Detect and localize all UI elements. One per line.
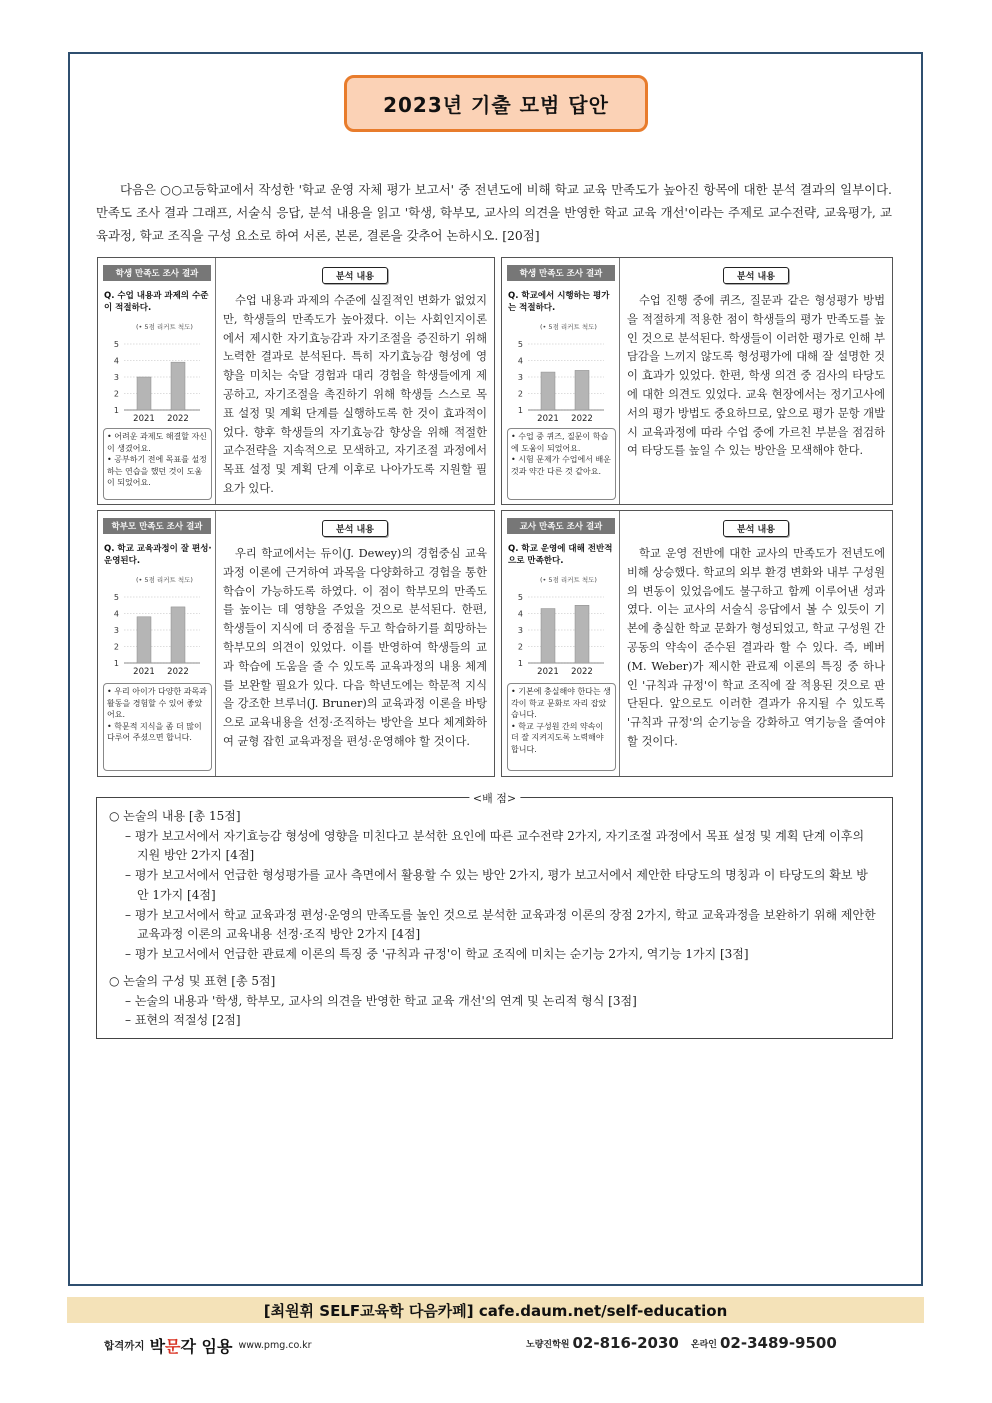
bar-2022 — [575, 605, 589, 663]
x-tick-label: 2021 — [537, 667, 559, 677]
survey-chart-column — [502, 258, 620, 504]
y-tick-label: 4 — [113, 609, 119, 619]
likert-scale-note: (• 5점 리커트 척도) — [540, 576, 597, 584]
bar-2021 — [541, 372, 555, 410]
y-tick-label: 5 — [517, 593, 523, 602]
bar-2022 — [575, 370, 589, 410]
title-box — [344, 75, 648, 132]
x-tick-label: 2022 — [571, 414, 593, 424]
student-comments — [103, 428, 212, 500]
analysis-label: 분석 내용 — [723, 267, 789, 284]
survey-header: 학생 만족도 조사 결과 — [103, 265, 211, 281]
bar-2021 — [541, 609, 555, 663]
criteria-item: – 평가 보고서에서 자기효능감 형성에 영향을 미친다고 분석한 요인에 따른 교수전략 2가지, 자기조절 과정에서 목표 설정 및 계획 단계 이후의 지원 방안 2가지 [4점] — [125, 828, 865, 863]
y-tick-label: 5 — [517, 340, 523, 349]
y-tick-label: 3 — [113, 626, 119, 635]
survey-chart-column — [98, 511, 216, 776]
online-phone: 02-3489-9500 — [719, 1334, 837, 1352]
comment: • 기본에 충실해야 한다는 생각이 학교 문화로 자리 잡았습니다. — [511, 687, 611, 719]
logo-char: 박 — [149, 1337, 166, 1356]
parent-comments — [103, 683, 212, 771]
survey-header: 학부모 만족도 조사 결과 — [103, 518, 211, 534]
y-tick-label: 5 — [113, 593, 119, 602]
bar-2022 — [171, 607, 185, 663]
form-criteria-title: ○ 논술의 구성 및 표현 [총 5점] — [109, 974, 276, 988]
y-tick-label: 2 — [113, 642, 119, 652]
analysis-text: 우리 학교에서는 듀이(J. Dewey)의 경험중심 교육과정 이론에 근거하여 과목을 다양화하고 경험을 통한 학습이 가능하도록 하였다. 이 점이 학부모의 만족도를 높이는 데 영향을 주었을 것으로 분석된다. 한편, 학생들이 지식에 더 중점을 두고 학습하기를 희망하는 학부모의 의견이 있었다. 이를 반영하여 학생들의 교과 학습에 도움을 줄 수 있도록 교육과정의 내용 체계를 보완할 필요가 있다. 다음 학년도에는 학문적 지식을 강조한 브루너(J. Bruner)의 교육과정 이론을 바탕으로 교육내용을 선정·조직하는 방안을 보다 체계화하여 균형 잡힌 교육과정을 편성·운영해야 할 것이다. — [223, 547, 487, 748]
form-criteria — [109, 972, 878, 1031]
contact-info — [526, 1334, 849, 1352]
analysis-column — [216, 258, 494, 504]
logo-char-accent: 문 — [165, 1337, 181, 1356]
content-criteria — [109, 807, 878, 965]
x-tick-label: 2022 — [571, 667, 593, 677]
y-tick-label: 4 — [113, 356, 119, 366]
bar-2021 — [137, 617, 151, 663]
criteria-item: – 평가 보고서에서 학교 교육과정 편성·운영의 만족도를 높인 것으로 분석한 교육과정 이론의 장점 2가지, 학교 교육과정을 보완하기 위해 제안한 교육과정 이론의 교육내용 선정·조직 방안 2가지 [4점] — [125, 907, 876, 942]
criteria-item: – 논술의 내용과 '학생, 학부모, 교사의 의견을 반영한 학교 교육 개선'의 연계 및 논리적 형식 [3점] — [125, 993, 637, 1008]
cafe-link[interactable]: [최원휘 SELF교육학 다음카페] cafe.daum.net/self-education — [263, 1301, 728, 1320]
online-label: 온라인 — [690, 1339, 717, 1350]
survey-panel-student-content — [97, 257, 495, 505]
survey-question: Q. 학교에서 시행하는 평가는 적절하다. — [508, 291, 610, 313]
publisher-url[interactable]: www.pmg.co.kr — [238, 1340, 312, 1351]
page-title: 2023년 기출 모범 답안 — [383, 93, 609, 117]
x-tick-label: 2021 — [133, 414, 155, 424]
bar-2021 — [137, 377, 151, 410]
criteria-item: – 평가 보고서에서 언급한 관료제 이론의 특징 중 '규칙과 규정'이 학교 조직에 미치는 순기능 2가지, 역기능 1가지 [3점] — [125, 946, 749, 961]
noryangjin-phone: 02-816-2030 — [572, 1334, 679, 1352]
bar-chart — [108, 591, 208, 677]
analysis-column — [216, 511, 494, 776]
analysis-label: 분석 내용 — [723, 520, 789, 537]
y-tick-label: 2 — [517, 389, 523, 399]
x-tick-label: 2021 — [537, 414, 559, 424]
comment: • 어려운 과제도 해결할 자신이 생겼어요. — [107, 432, 207, 453]
y-tick-label: 2 — [517, 642, 523, 652]
survey-question: Q. 학교 교육과정이 잘 편성·운영된다. — [104, 544, 212, 566]
likert-scale-note: (• 5점 리커트 척도) — [136, 323, 193, 331]
likert-scale-note: (• 5점 리커트 척도) — [540, 323, 597, 331]
survey-chart-column — [502, 511, 620, 776]
y-tick-label: 3 — [517, 626, 523, 635]
publisher-brand — [104, 1334, 312, 1357]
comment: • 시험 문제가 수업에서 배운 것과 약간 다른 것 같아요. — [511, 455, 611, 476]
publisher-logo — [150, 1334, 233, 1357]
content-criteria-title: ○ 논술의 내용 [총 15점] — [109, 809, 241, 823]
noryangjin-label: 노량진학원 — [526, 1339, 570, 1350]
scoring-legend: <배 점> — [469, 790, 520, 806]
analysis-text: 수업 내용과 과제의 수준에 실질적인 변화가 없었지만, 학생들의 만족도가 높아졌다. 이는 사회인지이론에서 제시한 자기효능감과 자기조절을 증진하기 위해 노력한 결과로 분석된다. 특히 자기효능감 형성에 영향을 미치는 숙달 경험과 대리 경험을 학생들에게 제공하고, 자기조절을 촉진하기 위해 학생들 스스로 목표 설정 및 계획 단계를 실행하도록 한 것이 효과적이었다. 향후 학생들의 자기효능감 향상을 위해 적절한 교수전략을 지속적으로 모색하고, 자기조절 과정에서 목표 설정 및 계획 단계 이후로 나아가도록 지원할 필요가 있다. — [223, 294, 487, 495]
x-tick-label: 2022 — [167, 667, 189, 677]
survey-panel-student-assessment — [501, 257, 893, 505]
y-tick-label: 1 — [517, 406, 523, 415]
bar-chart — [512, 338, 612, 424]
scoring-box — [96, 792, 893, 1039]
criteria-item: – 표현의 적절성 [2점] — [125, 1013, 241, 1028]
comment: • 우리 아이가 다양한 과목과 활동을 경험할 수 있어 좋았어요. — [107, 687, 207, 719]
comment: • 학교 구성원 간의 약속이 더 잘 지켜지도록 노력해야 합니다. — [511, 721, 604, 754]
y-tick-label: 4 — [517, 609, 523, 619]
y-tick-label: 2 — [113, 389, 119, 399]
survey-header: 학생 만족도 조사 결과 — [507, 265, 615, 281]
analysis-label: 분석 내용 — [322, 520, 388, 537]
analysis-text: 수업 진행 중에 퀴즈, 질문과 같은 형성평가 방법을 적절하게 적용한 점이 학생들의 평가 만족도를 높인 것으로 분석된다. 학생들이 이러한 평가로 인해 부담감을 느끼지 않도록 형성평가에 대해 잘 설명한 것이 효과가 있었다. 한편, 학생 의견 중 검사의 타당도에 대한 의견도 있었다. 교육 현장에서는 정기고사에서의 평가 방법도 중요하므로, 앞으로 평가 문항 개발 시 교육과정에 따라 수업 중에 가르친 부분을 점검하여 타당도를 높일 수 있는 방안을 모색해야 한다. — [627, 294, 885, 458]
logo-char: 각 임용 — [180, 1337, 233, 1356]
y-tick-label: 4 — [517, 356, 523, 366]
y-tick-label: 3 — [113, 373, 119, 382]
analysis-text: 학교 운영 전반에 대한 교사의 만족도가 전년도에 비해 상승했다. 학교의 외부 환경 변화와 내부 구성원의 변동이 있었음에도 불구하고 함께 이루어낸 성과였다. 이는 교사의 서술식 응답에서 볼 수 있듯이 기본에 충실한 학교 문화가 형성되었고, 학교 구성원 간 공동의 약속이 준수된 결과라 할 수 있다. 즉, 베버(M. Weber)가 제시한 관료제 이론의 특징 중 하나인 '규칙과 규정'이 학교 조직에 잘 적용된 것으로 판단된다. 앞으로도 이러한 결과가 유지될 수 있도록 '규칙과 규정'의 순기능을 강화하고 역기능을 줄여야 할 것이다. — [627, 547, 885, 748]
intro-paragraph: 다음은 ○○고등학교에서 작성한 '학교 운영 자체 평가 보고서' 중 전년도에 비해 학교 교육 만족도가 높아진 항목에 대한 분석 결과의 일부이다. 만족도 조사 결과 그래프, 서술식 응답, 분석 내용을 읽고 '학생, 학부모, 교사의 의견을 반영한 학교 교육 개선'이라는 주제로 교수전략, 교육평가, 교육과정, 학교 조직을 구성 요소로 하여 서론, 본론, 결론을 갖추어 논하시오. [20점] — [96, 182, 892, 243]
survey-header: 교사 만족도 조사 결과 — [507, 518, 615, 534]
analysis-column — [620, 511, 892, 776]
survey-chart-column — [98, 258, 216, 504]
analysis-column — [620, 258, 892, 504]
student-comments — [507, 428, 616, 500]
comment: • 학문적 지식을 좀 더 많이 다루어 주셨으면 합니다. — [107, 721, 202, 742]
likert-scale-note: (• 5점 리커트 척도) — [136, 576, 193, 584]
y-tick-label: 1 — [517, 659, 523, 668]
bar-2022 — [171, 362, 185, 410]
criteria-item: – 평가 보고서에서 언급한 형성평가를 교사 측면에서 활용할 수 있는 방안 2가지, 평가 보고서에서 제안한 타당도의 명칭과 이 타당도의 확보 방안 1가지 [4점] — [125, 868, 868, 902]
survey-question: Q. 학교 운영에 대해 전반적으로 만족한다. — [508, 544, 613, 566]
y-tick-label: 1 — [113, 659, 119, 668]
survey-panel-parent — [97, 510, 495, 777]
comment: • 수업 중 퀴즈, 질문이 학습에 도움이 되었어요. — [511, 432, 609, 453]
y-tick-label: 3 — [517, 373, 523, 382]
survey-panel-teacher — [501, 510, 893, 777]
teacher-comments — [507, 683, 616, 771]
y-tick-label: 5 — [113, 340, 119, 349]
brand-slogan: 합격까지 — [104, 1340, 145, 1352]
y-tick-label: 1 — [113, 406, 119, 415]
x-tick-label: 2021 — [133, 667, 155, 677]
analysis-label: 분석 내용 — [322, 267, 388, 284]
bar-chart — [108, 338, 208, 424]
footer-banner — [67, 1297, 924, 1323]
x-tick-label: 2022 — [167, 414, 189, 424]
survey-question: Q. 수업 내용과 과제의 수준이 적절하다. — [104, 291, 209, 313]
comment: • 공부하기 전에 목표를 설정하는 연습을 했던 것이 도움이 되었어요. — [107, 455, 207, 487]
bar-chart — [512, 591, 612, 677]
